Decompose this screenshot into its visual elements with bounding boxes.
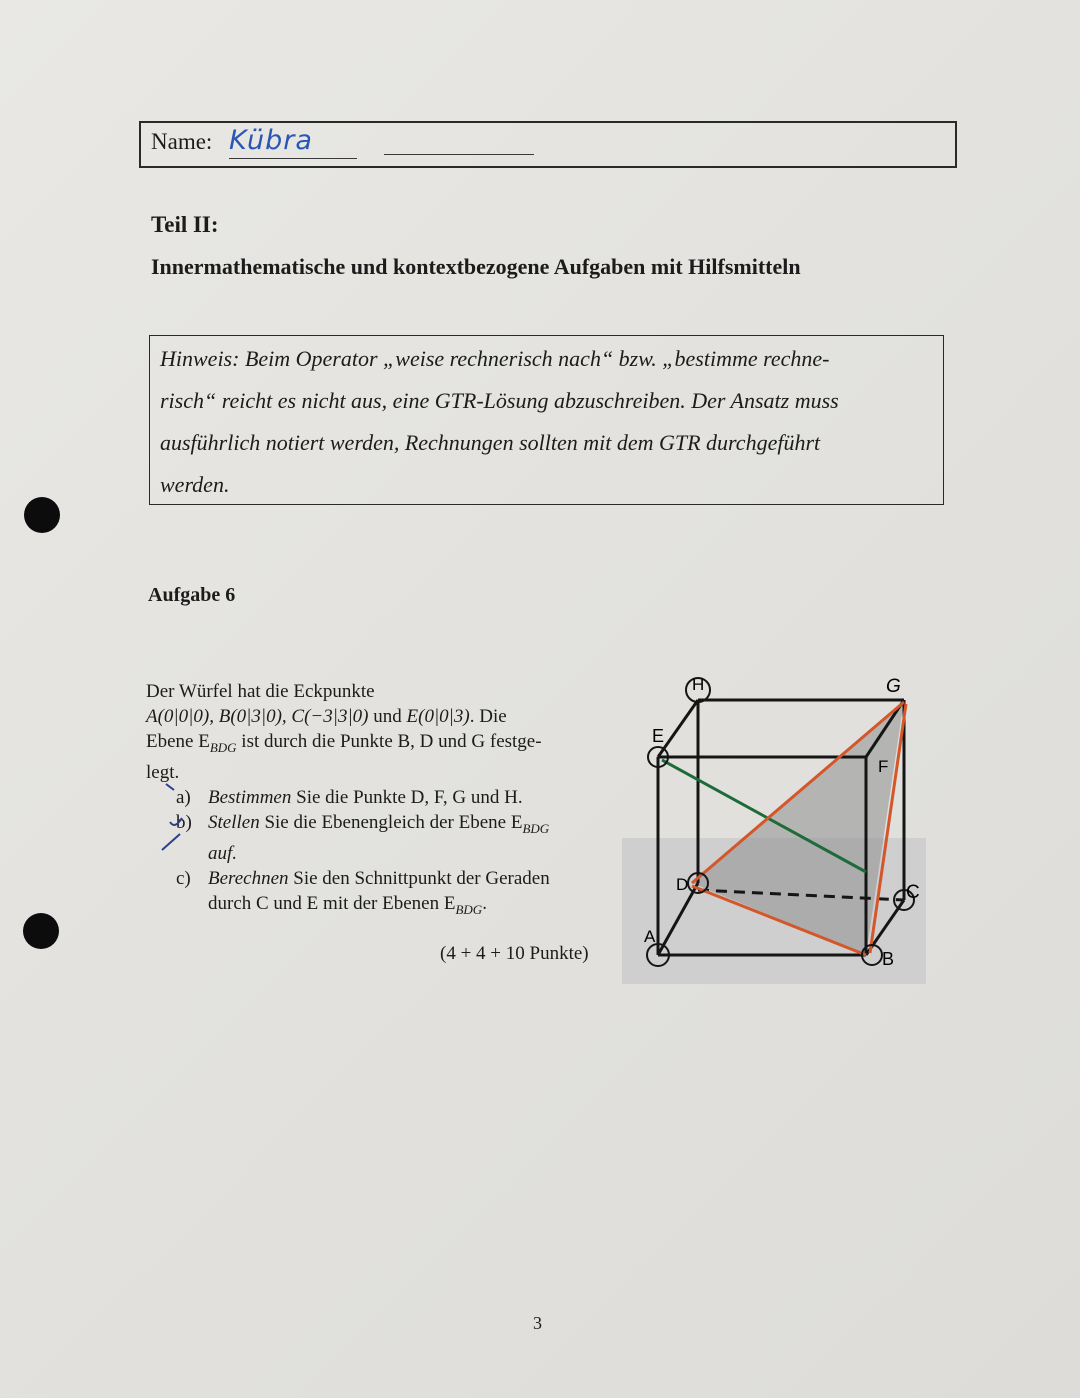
hint-line: ausführlich notiert werden, Rechnungen sollten mit dem GTR durchgeführt — [160, 430, 821, 455]
subtask-b-cont: auf. — [208, 842, 238, 864]
name-label: Name: — [151, 129, 213, 154]
task-intro: Der Würfel hat die Eckpunkte — [146, 681, 375, 702]
hint-line: werden. — [160, 472, 230, 497]
hint-line: risch“ reicht es nicht aus, eine GTR-Lösung abzuschreiben. Der Ansatz muss — [160, 388, 839, 413]
points: (4 + 4 + 10 Punkte) — [440, 943, 589, 964]
subtask-b: b) Stellen Sie die Ebenengleich der Ebene $E_{BDG}$ — [176, 811, 550, 836]
punch-hole — [24, 497, 60, 533]
section-title: Teil II: — [151, 212, 219, 237]
name-field[interactable]: Kübra — [229, 124, 357, 159]
cube-figure — [622, 660, 926, 984]
name-box — [139, 121, 957, 168]
hint-box — [149, 335, 944, 505]
vertex-label-b: B — [882, 949, 895, 969]
page-number: 3 — [533, 1313, 542, 1333]
section-subtitle: Innermathematische und kontextbezogene Aufgaben mit Hilfsmitteln — [151, 254, 801, 279]
punch-hole — [23, 913, 59, 949]
subtask-c: c) Berechnen Sie den Schnittpunkt der Geraden — [176, 867, 550, 889]
vertex-label-g: G — [886, 676, 901, 697]
task-intro: A(0|0|0), B(0|3|0), C(−3|3|0) und E(0|0|3). Die — [146, 706, 507, 727]
vertex-label-f: F — [878, 757, 889, 776]
vertex-label-a: A — [644, 927, 656, 946]
vertex-label-e: E — [652, 726, 665, 746]
task-intro: Ebene $E_{BDG}$ ist durch die Punkte B, D und G festge- — [146, 731, 542, 755]
subtask-c-cont: durch C und E mit der Ebenen $E_{BDG}$. — [208, 892, 487, 917]
vertex-label-h: H — [692, 675, 705, 694]
hint-line: Hinweis: Beim Operator „weise rechnerisch nach“ bzw. „bestimme rechne- — [160, 346, 830, 371]
task-title: Aufgabe 6 — [148, 584, 236, 606]
pen-check-mark — [160, 772, 190, 852]
task-text — [146, 679, 606, 921]
name-extra-line — [384, 154, 534, 155]
vertex-label-d: D — [676, 875, 689, 894]
task-intro: legt. — [146, 761, 180, 783]
vertex-label-c: C — [906, 882, 920, 903]
subtask-a: a) Bestimmen Sie die Punkte D, F, G und H. — [176, 786, 523, 808]
